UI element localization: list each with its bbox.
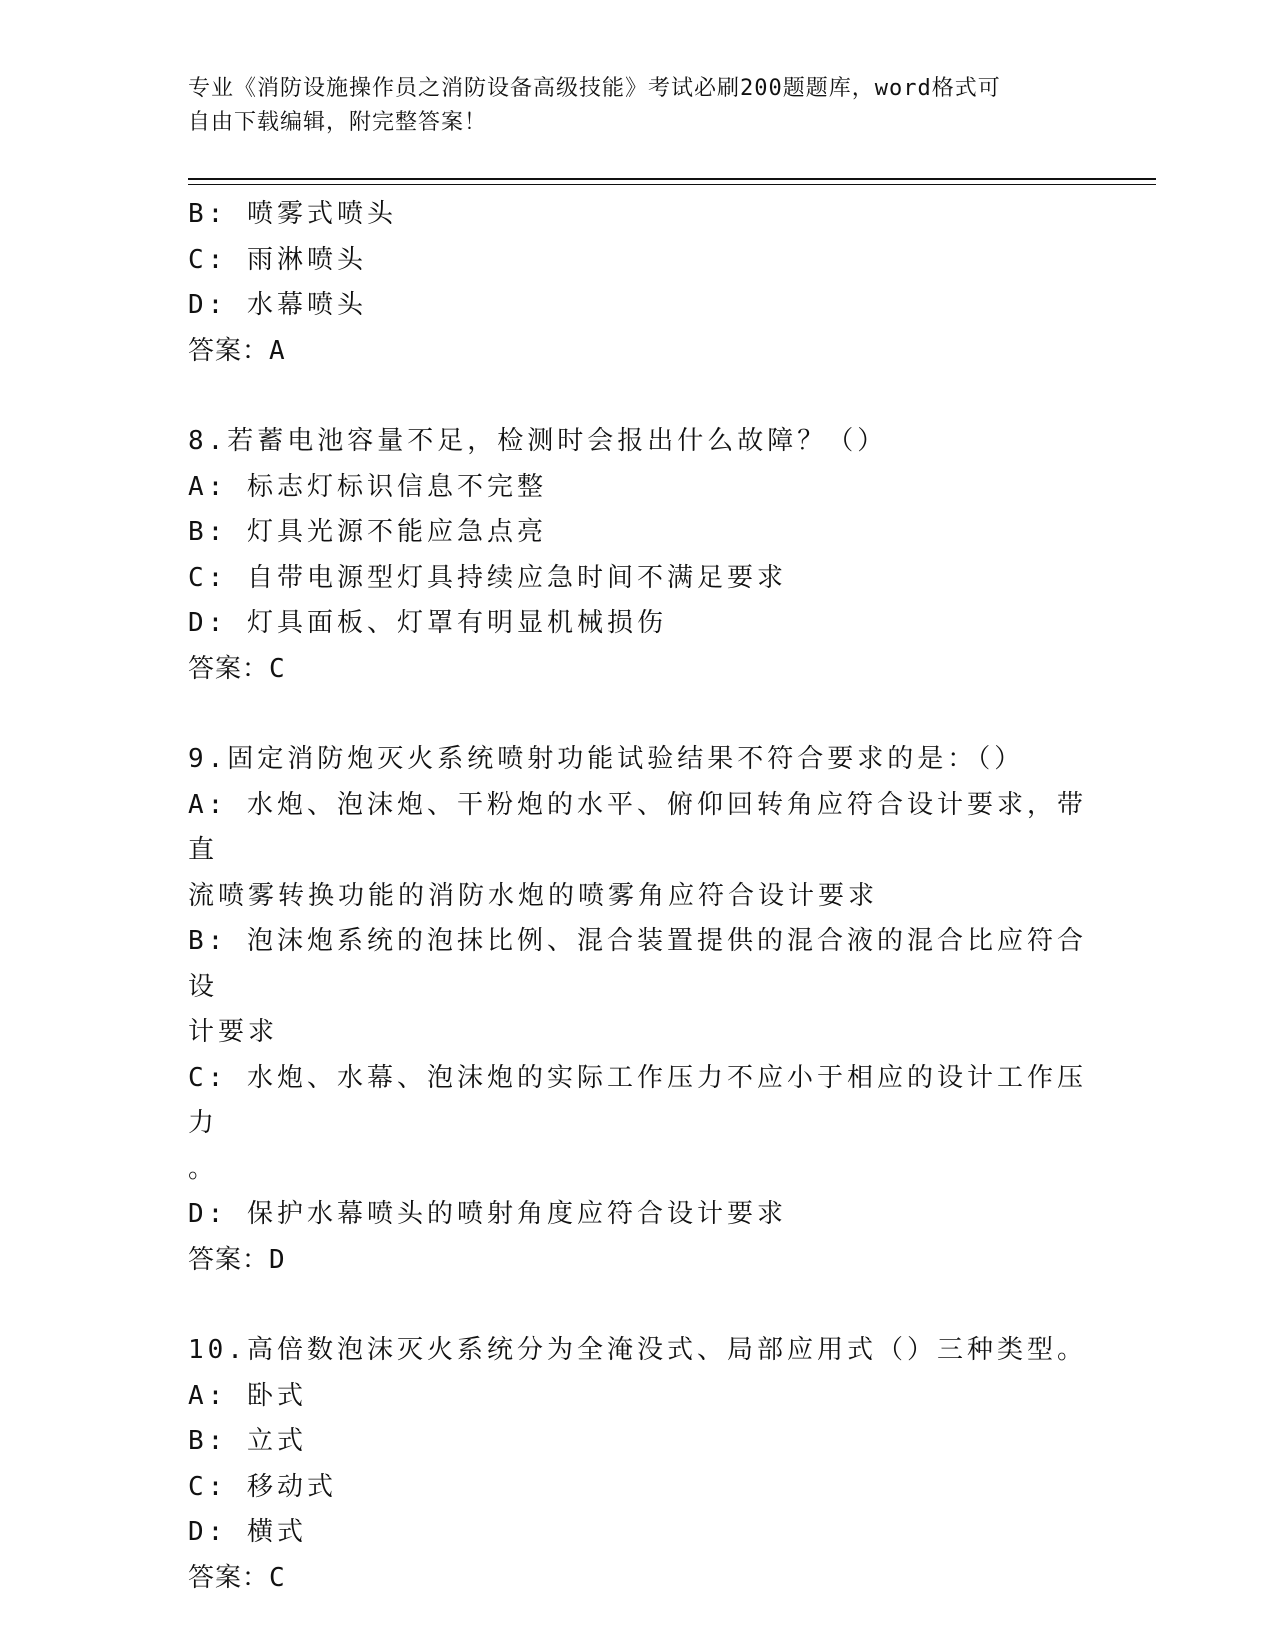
option-d: D: 灯具面板、灯罩有明显机械损伤 <box>188 608 667 638</box>
option-d: D: 横式 <box>188 1517 307 1547</box>
document-header <box>188 72 1088 140</box>
question-10 <box>188 1328 1088 1601</box>
spacer <box>188 374 1088 419</box>
question-content <box>188 192 1088 1601</box>
option-a: A: 标志灯标识信息不完整 <box>188 471 547 502</box>
option-c-line-2: 。 <box>188 1153 219 1184</box>
option-b: B: 灯具光源不能应急点亮 <box>188 517 547 547</box>
header-line-1: 专业《消防设施操作员之消防设备高级技能》考试必刷200题题库，word格式可 <box>188 76 1001 101</box>
question-stem: 9.固定消防炮灭火系统喷射功能试验结果不符合要求的是：（） <box>188 744 1025 774</box>
question-stem: 10.高倍数泡沫灭火系统分为全淹没式、局部应用式（）三种类型。 <box>188 1335 1087 1365</box>
question-7-continued <box>188 192 1088 374</box>
option-d: D: 保护水幕喷头的喷射角度应符合设计要求 <box>188 1199 787 1229</box>
header-divider-thin <box>188 184 1156 185</box>
option-c-line-1: C: 水炮、水幕、泡沫炮的实际工作压力不应小于相应的设计工作压力 <box>188 1062 1087 1138</box>
option-a-line-1: A: 水炮、泡沫炮、干粉炮的水平、俯仰回转角应符合设计要求，带直 <box>188 789 1087 865</box>
question-stem: 8.若蓄电池容量不足，检测时会报出什么故障？（） <box>188 426 888 456</box>
option-a: A: 卧式 <box>188 1380 307 1411</box>
answer: 答案：C <box>188 653 286 684</box>
answer: 答案：C <box>188 1562 286 1593</box>
answer: 答案：A <box>188 335 286 366</box>
spacer <box>188 692 1088 737</box>
option-b-line-2: 计要求 <box>188 1017 279 1047</box>
question-9 <box>188 737 1088 1283</box>
header-divider-thick <box>188 178 1156 180</box>
answer: 答案：D <box>188 1244 286 1275</box>
question-8 <box>188 419 1088 692</box>
option-b-line-1: B: 泡沫炮系统的泡抹比例、混合装置提供的混合液的混合比应符合设 <box>188 926 1087 1002</box>
spacer <box>188 1283 1088 1328</box>
option-d: D: 水幕喷头 <box>188 290 367 320</box>
option-c: C: 雨淋喷头 <box>188 244 367 275</box>
header-line-2: 自由下载编辑，附完整答案！ <box>188 110 488 135</box>
option-c: C: 移动式 <box>188 1471 337 1502</box>
option-b: B: 立式 <box>188 1426 307 1456</box>
option-c: C: 自带电源型灯具持续应急时间不满足要求 <box>188 562 787 593</box>
option-b: B: 喷雾式喷头 <box>188 199 397 229</box>
option-a-line-2: 流喷雾转换功能的消防水炮的喷雾角应符合设计要求 <box>188 880 879 911</box>
